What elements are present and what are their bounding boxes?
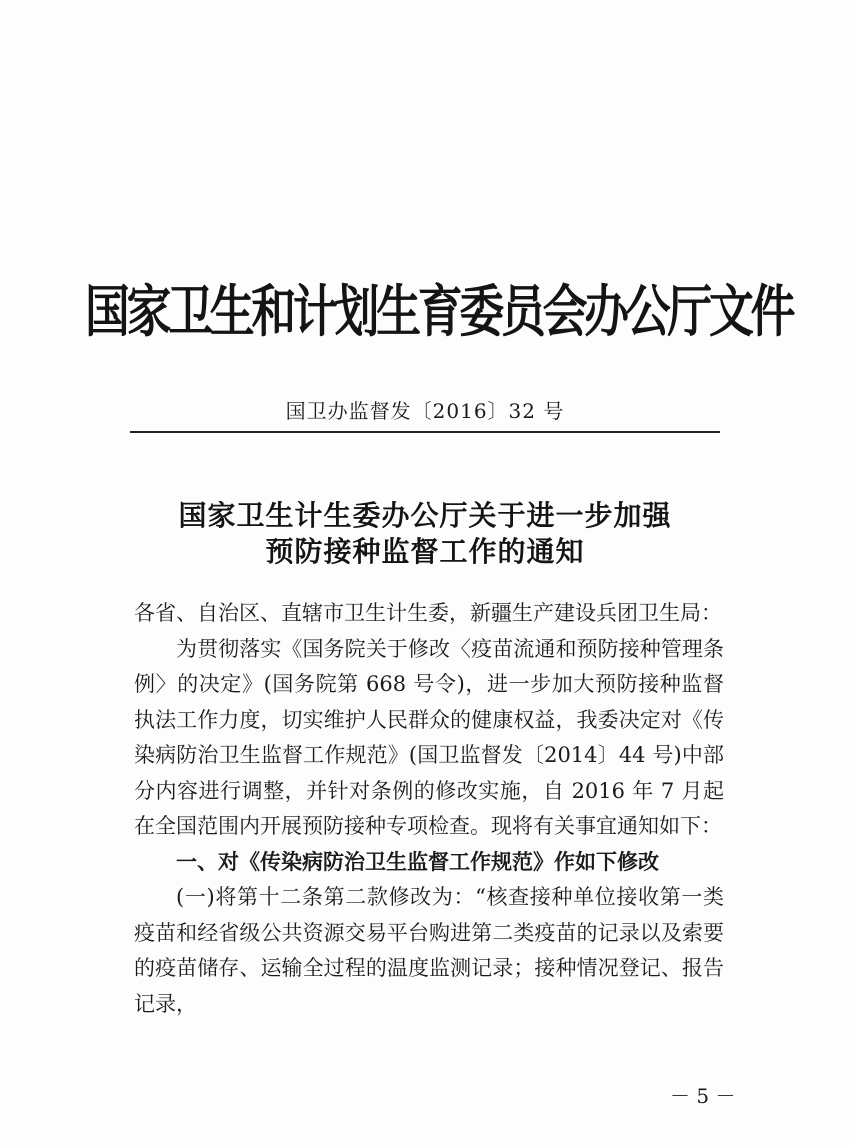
addressee-line: 各省、自治区、直辖市卫生计生委，新疆生产建设兵团卫生局： — [134, 601, 722, 625]
section-heading-1: 一、对《传染病防治卫生监督工作规范》作如下修改 — [176, 849, 659, 874]
document-number: 国卫办监督发〔2016〕32 号 — [285, 399, 565, 423]
body-paragraph-2: (一)将第十二条第二款修改为：“核查接种单位接收第一类疫苗和经省级公共资源交易平台购进第二类疫苗的记录以及索要的疫苗储存、运输全过程的温度监测记录；接种情况登记、报告记录， — [134, 885, 724, 1016]
notice-title — [0, 498, 850, 570]
page-number: － 5 － — [670, 1084, 736, 1108]
body-paragraph-1: 为贯彻落实《国务院关于修改〈疫苗流通和预防接种管理条例〉的决定》(国务院第 668 号令)，进一步加大预防接种监督执法工作力度，切实维护人民群众的健康权益，我委决定对《传染病防治卫生监督工作规范》(国卫监督发〔2014〕44 号)中部分内容进行调整，并针对条例的修改实施，自 2016 年 7 月起在全国范围内开展预防接种专项检查。现将有关事宜通知如下： — [134, 636, 724, 838]
notice-title-line-2: 预防接种监督工作的通知 — [265, 535, 585, 568]
notice-title-line-1: 国家卫生计生委办公厅关于进一步加强 — [178, 499, 672, 532]
document-header-title: 国家卫生和计划生育委员会办公厅文件 — [85, 279, 793, 345]
document-body — [134, 596, 724, 1022]
header-divider-line — [130, 431, 720, 433]
